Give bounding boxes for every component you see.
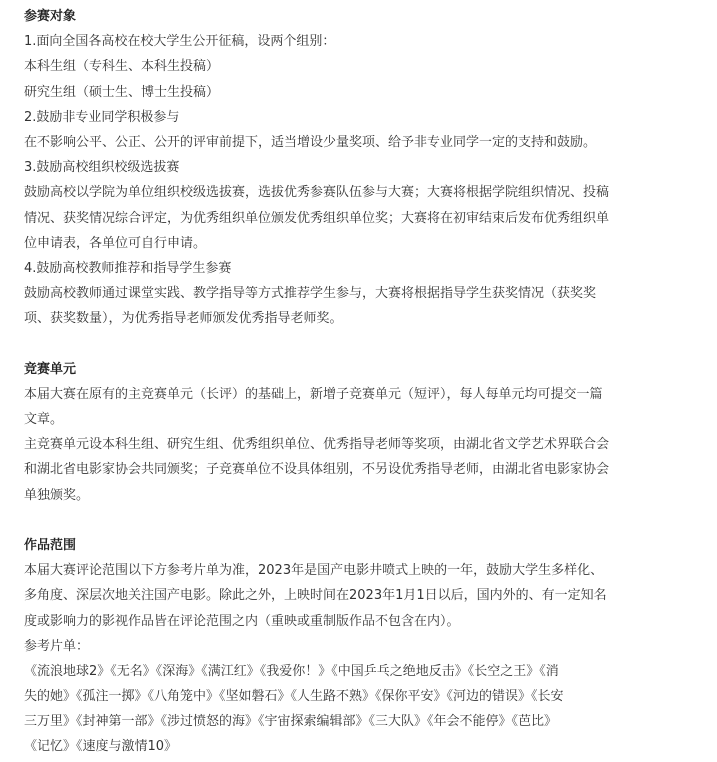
section-heading: 参赛对象	[24, 9, 77, 24]
paragraph-line: 度或影响力的影视作品皆在评论范围之内（重映或重制版作品不包含在内）。	[24, 613, 460, 629]
paragraph-line: 多角度、深层次地关注国产电影。除此之外，上映时间在2023年1月1日以后，国内外的、有一定知名	[24, 588, 607, 604]
film-list-line: 《流浪地球2》《无名》《深海》《满江红》《我爱你！》《中国乒乓之绝地反击》《长空之王》《消	[24, 663, 559, 679]
paragraph-line: 在不影响公平、公正、公开的评审前提下，适当增设少量奖项、给予非专业同学一定的支持和鼓励。	[24, 134, 597, 150]
paragraph-line: 2.鼓励非专业同学积极参与	[24, 109, 180, 125]
paragraph-line: 本届大赛评论范围以下方参考片单为准，2023年是国产电影井喷式上映的一年，鼓励大学生多样化、	[24, 563, 604, 579]
paragraph-line: 研究生组（硕士生、博士生投稿）	[24, 84, 220, 100]
paragraph-line: 项、获奖数量），为优秀指导老师颁发优秀指导老师奖。	[24, 311, 343, 327]
section-spacer	[24, 508, 707, 533]
film-list-line: 三万里》《封神第一部》《涉过愤怒的海》《宇宙探索编辑部》《三大队》《年会不能停》《芭比》	[24, 714, 558, 730]
section-spacer	[24, 331, 707, 356]
paragraph-line: 主竞赛单元设本科生组、研究生组、优秀组织单位、优秀指导老师等奖项，由湖北省文学艺术界联合会	[24, 437, 610, 453]
paragraph-line: 3.鼓励高校组织校级选拔赛	[24, 160, 180, 176]
paragraph-line: 4.鼓励高校教师推荐和指导学生参赛	[24, 260, 232, 276]
paragraph-line: 1.面向全国各高校在校大学生公开征稿，设两个组别：	[24, 34, 336, 50]
paragraph-line: 情况、获奖情况综合评定，为优秀组织单位颁发优秀组织单位奖；大赛将在初审结束后发布优秀组织单	[24, 210, 610, 226]
paragraph-line: 和湖北省电影家协会共同颁奖；子竞赛单位不设具体组别，不另设优秀指导老师，由湖北省电影家协会	[24, 462, 610, 478]
paragraph-line: 本科生组（专科生、本科生投稿）	[24, 59, 220, 75]
film-list-line: 失的她》《孤注一掷》《八角笼中》《坚如磐石》《人生路不熟》《保你平安》《河边的错误》《长安	[24, 689, 564, 705]
section-heading: 竞赛单元	[24, 361, 77, 377]
film-list-line: 《记忆》《速度与激情10》	[24, 739, 178, 755]
paragraph-line: 参考片单：	[24, 638, 90, 654]
paragraph-line: 鼓励高校以学院为单位组织校级选拔赛，选拔优秀参赛队伍参与大赛；大赛将根据学院组织情况、投稿	[24, 185, 610, 201]
paragraph-line: 鼓励高校教师通过课堂实践、教学指导等方式推荐学生参与，大赛将根据指导学生获奖情况（获奖奖	[24, 286, 597, 302]
paragraph-line: 单独颁奖。	[24, 487, 90, 503]
section-heading: 作品范围	[24, 537, 77, 553]
paragraph-line: 文章。	[24, 412, 64, 427]
paragraph-line: 本届大赛在原有的主竞赛单元（长评）的基础上，新增子竞赛单元（短评），每人每单元均可提交一篇	[24, 386, 603, 402]
paragraph-line: 位申请表，各单位可自行申请。	[24, 235, 207, 251]
